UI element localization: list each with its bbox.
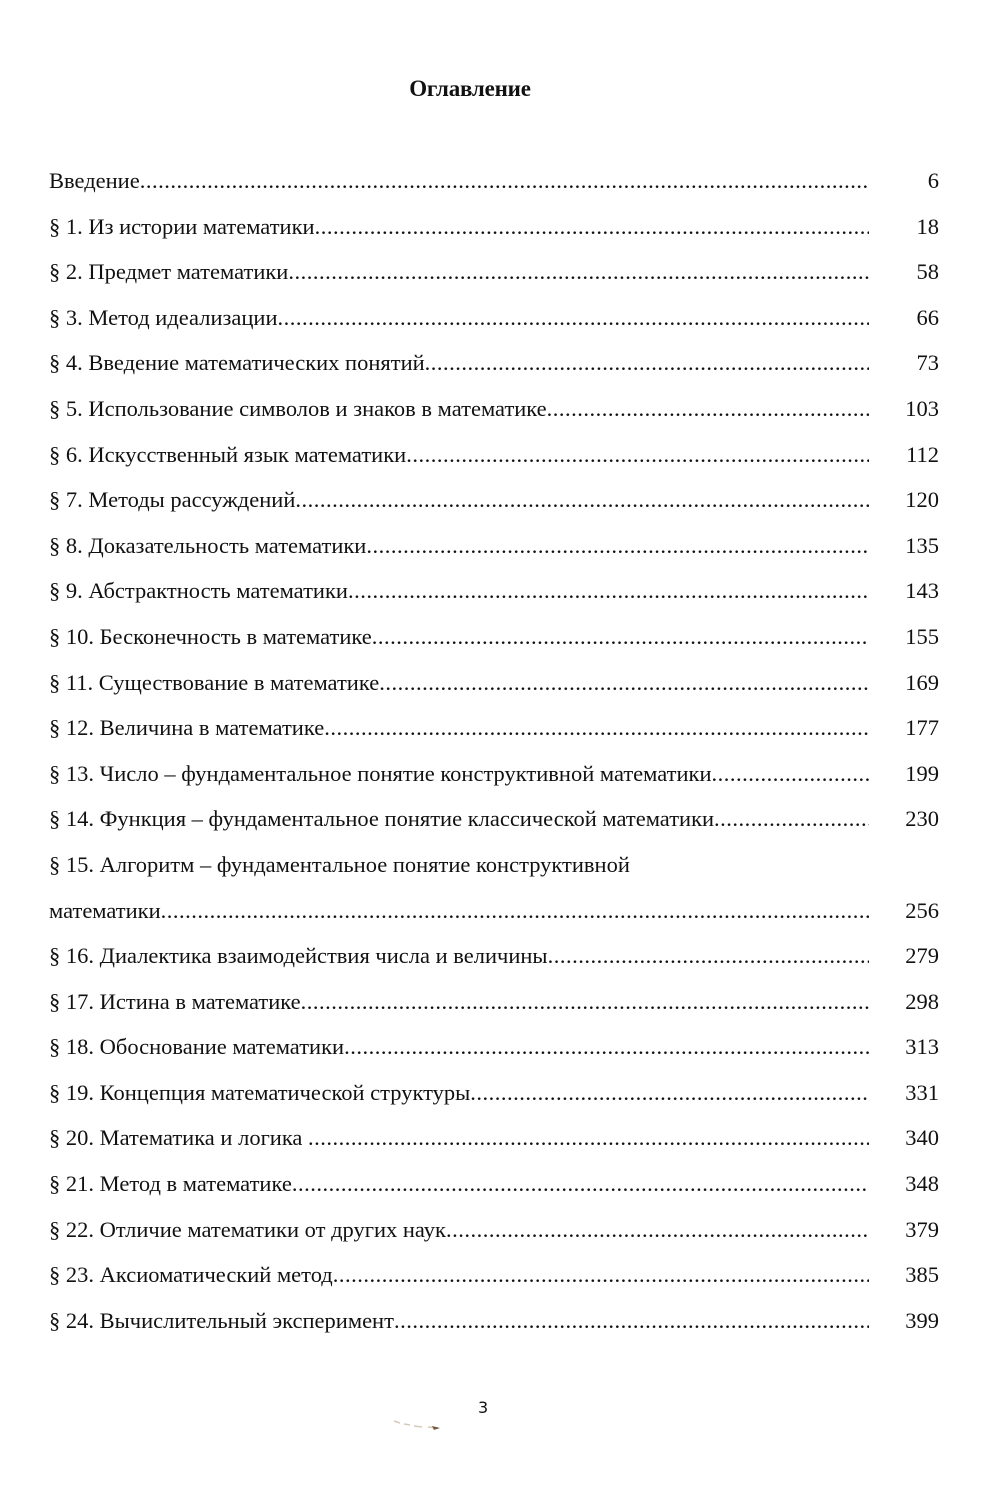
toc-entry-title: § 9. Абстрактность математики .....	[49, 573, 869, 609]
toc-entry[interactable]	[49, 665, 939, 711]
page-title: Оглавление	[409, 76, 531, 101]
toc-entry-page: 120	[905, 487, 939, 513]
toc-entry-title: § 12. Величина в математике .....	[49, 710, 869, 746]
toc-entry-page: 103	[905, 395, 939, 421]
toc-entry-title: § 1. Из истории математики .....	[49, 209, 869, 245]
toc-entry-page: 313	[905, 1034, 939, 1060]
toc-entry[interactable]	[49, 619, 939, 665]
toc-entry-page: 177	[905, 715, 939, 741]
toc-entry[interactable]	[49, 1212, 939, 1258]
toc-entry-page: 169	[905, 669, 939, 695]
toc-entry-page: 18	[916, 213, 939, 239]
toc-entry-page: 230	[905, 806, 939, 832]
toc-entry[interactable]	[49, 756, 939, 802]
toc-entry-title: § 13. Число – фундаментальное понятие конструктивной математики .....	[49, 756, 869, 792]
toc-entry-page: 112	[906, 441, 939, 467]
toc-entry-title: математики .....	[49, 893, 869, 929]
toc-entry-title: § 2. Предмет математики .....	[49, 254, 869, 290]
toc-entry-title: § 10. Бесконечность в математике .....	[49, 619, 869, 655]
toc-entry[interactable]	[49, 345, 939, 391]
toc-entry[interactable]	[49, 391, 939, 437]
toc-entry-page: 73	[916, 350, 939, 376]
toc-entry-page: 135	[905, 532, 939, 558]
toc-entry-page: 58	[916, 259, 939, 285]
table-of-contents	[49, 163, 939, 1348]
toc-entry[interactable]	[49, 573, 939, 619]
toc-entry-title: § 23. Аксиоматический метод .....	[49, 1257, 869, 1293]
toc-entry-title: § 16. Диалектика взаимодействия числа и величины .....	[49, 938, 869, 974]
toc-entry-title: § 4. Введение математических понятий .....	[49, 345, 869, 381]
toc-entry[interactable]	[49, 528, 939, 574]
toc-entry-title: § 7. Методы рассуждений .....	[49, 482, 869, 518]
toc-entry-page: 143	[905, 578, 939, 604]
toc-entry-title: § 6. Искусственный язык математики .....	[49, 437, 869, 473]
page-number: 3	[478, 1398, 489, 1417]
toc-entry-title: § 17. Истина в математике .....	[49, 984, 869, 1020]
toc-entry-page: 256	[905, 897, 939, 923]
toc-entry[interactable]	[49, 209, 939, 255]
toc-entry-title: § 8. Доказательность математики .....	[49, 528, 869, 564]
toc-entry[interactable]	[49, 710, 939, 756]
toc-entry-title: § 22. Отличие математики от других наук .....	[49, 1212, 869, 1248]
toc-entry-title: § 15. Алгоритм – фундаментальное понятие конструктивной	[49, 851, 630, 877]
toc-entry-page: 199	[905, 760, 939, 786]
scan-smudge-icon	[392, 1418, 444, 1430]
toc-entry-title: § 20. Математика и логика .....	[49, 1120, 869, 1156]
toc-entry-page: 331	[905, 1079, 939, 1105]
toc-entry-title: § 5. Использование символов и знаков в математике .....	[49, 391, 869, 427]
toc-entry[interactable]	[49, 1257, 939, 1303]
toc-entry[interactable]	[49, 893, 939, 939]
toc-entry[interactable]	[49, 254, 939, 300]
toc-entry-title: Введение .....	[49, 163, 869, 199]
toc-entry[interactable]	[49, 1029, 939, 1075]
toc-entry[interactable]	[49, 801, 939, 847]
toc-entry-title: § 14. Функция – фундаментальное понятие классической математики .....	[49, 801, 869, 837]
toc-entry-title: § 3. Метод идеализации .....	[49, 300, 869, 336]
toc-entry-title: § 18. Обоснование математики .....	[49, 1029, 869, 1065]
toc-entry-page: 298	[905, 988, 939, 1014]
toc-entry-title: § 24. Вычислительный эксперимент .....	[49, 1303, 869, 1339]
toc-entry-page: 155	[905, 623, 939, 649]
toc-entry-page: 385	[905, 1262, 939, 1288]
toc-entry[interactable]	[49, 984, 939, 1030]
toc-entry-page: 379	[905, 1216, 939, 1242]
toc-entry-title: § 11. Существование в математике .....	[49, 665, 869, 701]
toc-entry[interactable]	[49, 482, 939, 528]
toc-entry[interactable]	[49, 1166, 939, 1212]
toc-entry[interactable]	[49, 1120, 939, 1166]
toc-entry[interactable]	[49, 847, 939, 893]
toc-entry-page: 279	[905, 943, 939, 969]
toc-entry-page: 348	[905, 1171, 939, 1197]
toc-entry-title: § 21. Метод в математике .....	[49, 1166, 869, 1202]
toc-entry[interactable]	[49, 300, 939, 346]
toc-entry-page: 399	[905, 1307, 939, 1333]
toc-entry-title: § 19. Концепция математической структуры .....	[49, 1075, 869, 1111]
toc-entry-page: 6	[927, 168, 939, 193]
toc-entry[interactable]	[49, 1075, 939, 1121]
toc-entry[interactable]	[49, 1303, 939, 1349]
toc-entry[interactable]	[49, 938, 939, 984]
toc-entry-page: 66	[916, 304, 939, 330]
toc-entry[interactable]	[49, 437, 939, 483]
toc-entry-page: 340	[905, 1125, 939, 1151]
toc-entry[interactable]	[49, 163, 939, 209]
